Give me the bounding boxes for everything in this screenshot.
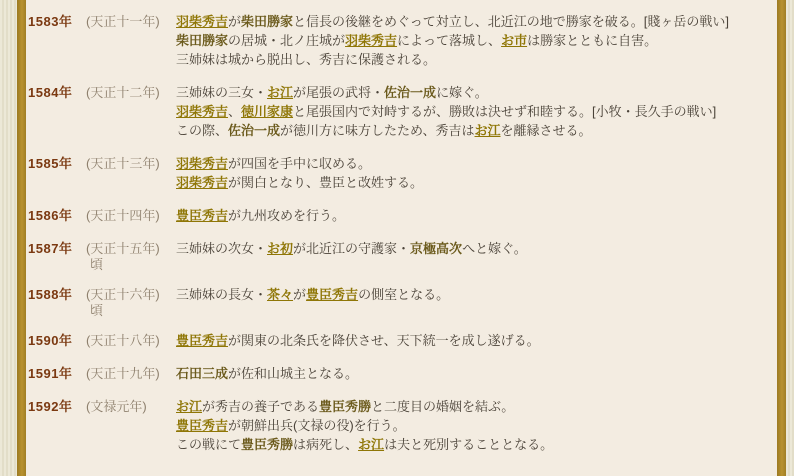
event-line <box>176 154 767 173</box>
event-line <box>176 331 767 350</box>
timeline-row <box>28 397 767 454</box>
person-name: 佐治一成 <box>384 85 437 100</box>
year-label: 1583年 <box>28 14 73 29</box>
event-text: が関白となり、豊臣と改姓する。 <box>228 175 424 190</box>
event-text: が関東の北条氏を降伏させ、天下統一を成し遂げる。 <box>228 333 540 348</box>
event-line <box>176 121 767 140</box>
person-link[interactable]: 羽柴秀吉 <box>176 156 229 171</box>
event-description <box>176 206 767 225</box>
event-line <box>176 285 767 304</box>
left-page-edge <box>0 0 17 476</box>
left-gold-border <box>17 0 26 476</box>
event-text: が秀吉の養子である <box>202 399 320 414</box>
year-label: 1588年 <box>28 287 73 302</box>
person-link[interactable]: 羽柴秀吉 <box>176 175 229 190</box>
event-text: が尾張の武将・ <box>293 85 385 100</box>
era-name: (天正十四年) <box>86 208 160 223</box>
person-link[interactable]: お市 <box>501 33 528 48</box>
event-description <box>176 364 767 383</box>
event-text: が <box>228 14 242 29</box>
person-link[interactable]: 徳川家康 <box>241 104 294 119</box>
event-description <box>176 154 767 192</box>
event-text: と二度目の婚姻を結ぶ。 <box>371 399 515 414</box>
event-description <box>176 397 767 454</box>
event-description <box>176 12 767 69</box>
event-line <box>176 50 767 69</box>
event-line <box>176 397 767 416</box>
era-label <box>86 12 176 31</box>
event-description <box>176 239 767 258</box>
era-name: (天正十二年) <box>86 85 160 100</box>
event-text: 三姉妹の三女・ <box>176 85 268 100</box>
event-text: この際、 <box>176 123 229 138</box>
era-name: (天正十九年) <box>86 366 160 381</box>
event-text: は病死し、 <box>293 437 359 452</box>
event-description <box>176 285 767 304</box>
event-text: と尾張国内で対峙するが、勝敗は決せず和睦する。[小牧・長久手の戦い] <box>293 104 717 119</box>
event-text: と信長の後継をめぐって対立し、北近江の地で勝家を破る。[賤ヶ岳の戦い] <box>293 14 730 29</box>
era-name: (天正十三年) <box>86 156 160 171</box>
person-link[interactable]: 羽柴秀吉 <box>176 104 229 119</box>
event-line <box>176 31 767 50</box>
person-link[interactable]: 豊臣秀吉 <box>306 287 359 302</box>
era-approx-note: 頃 <box>90 257 104 272</box>
event-text: へと嫁ぐ。 <box>462 241 527 256</box>
era-label <box>86 331 176 350</box>
person-link[interactable]: 羽柴秀吉 <box>176 14 229 29</box>
era-name: (文禄元年) <box>86 399 147 414</box>
person-name: 石田三成 <box>176 366 229 381</box>
event-line <box>176 12 767 31</box>
event-line <box>176 364 767 383</box>
person-link[interactable]: お江 <box>474 123 501 138</box>
person-name: 豊臣秀勝 <box>319 399 372 414</box>
year-label: 1590年 <box>28 333 73 348</box>
event-text: の側室となる。 <box>358 287 450 302</box>
era-approx-note: 頃 <box>90 303 104 318</box>
event-text: に嫁ぐ。 <box>436 85 488 100</box>
year-label: 1585年 <box>28 156 73 171</box>
event-text: が佐和山城主となる。 <box>228 366 359 381</box>
event-text: 三姉妹の次女・ <box>176 241 268 256</box>
timeline-row <box>28 239 767 271</box>
event-description <box>176 331 767 350</box>
event-text: によって落城し、 <box>397 33 502 48</box>
event-line <box>176 416 767 435</box>
era-name: (天正十五年) <box>86 241 160 256</box>
right-gold-border <box>777 0 786 476</box>
timeline-row <box>28 285 767 317</box>
event-text: の居城・北ノ庄城が <box>228 33 346 48</box>
person-link[interactable]: 羽柴秀吉 <box>345 33 398 48</box>
person-name: 柴田勝家 <box>176 33 229 48</box>
timeline-row <box>28 154 767 192</box>
era-name: (天正十六年) <box>86 287 160 302</box>
era-label <box>86 154 176 173</box>
era-label <box>86 364 176 383</box>
event-text: が北近江の守護家・ <box>293 241 411 256</box>
event-text: この戦にて <box>176 437 242 452</box>
era-name: (天正十一年) <box>86 14 160 29</box>
year-label: 1586年 <box>28 208 73 223</box>
era-label <box>86 285 176 317</box>
timeline-table <box>26 0 777 476</box>
event-line <box>176 83 767 102</box>
person-link[interactable]: お江 <box>176 399 203 414</box>
event-text: が朝鮮出兵(文禄の役)を行う。 <box>228 418 406 433</box>
person-link[interactable]: 茶々 <box>267 287 294 302</box>
person-name: 佐治一成 <box>228 123 281 138</box>
event-line <box>176 239 767 258</box>
person-link[interactable]: 豊臣秀吉 <box>176 208 229 223</box>
event-line <box>176 435 767 454</box>
year-label: 1592年 <box>28 399 73 414</box>
event-text: が四国を手中に収める。 <box>228 156 372 171</box>
event-text: 、 <box>228 104 242 119</box>
person-link[interactable]: お江 <box>267 85 294 100</box>
person-name: 柴田勝家 <box>241 14 294 29</box>
year-label: 1591年 <box>28 366 73 381</box>
event-text: 三姉妹は城から脱出し、秀吉に保護される。 <box>176 52 437 67</box>
person-name: 京極高次 <box>410 241 463 256</box>
timeline-row <box>28 12 767 69</box>
event-description <box>176 83 767 140</box>
era-label <box>86 397 176 416</box>
timeline-row <box>28 331 767 350</box>
event-text: を離縁させる。 <box>500 123 592 138</box>
person-link[interactable]: 豊臣秀吉 <box>176 333 229 348</box>
person-link[interactable]: 豊臣秀吉 <box>176 418 229 433</box>
era-name: (天正十八年) <box>86 333 160 348</box>
event-text: は夫と死別することとなる。 <box>384 437 554 452</box>
timeline-row <box>28 364 767 383</box>
event-text: が徳川方に味方したため、秀吉は <box>280 123 475 138</box>
event-line <box>176 102 767 121</box>
event-text: は勝家とともに自害。 <box>527 33 658 48</box>
event-text: が <box>293 287 307 302</box>
person-link[interactable]: お江 <box>358 437 385 452</box>
year-label: 1587年 <box>28 241 73 256</box>
event-line <box>176 206 767 225</box>
timeline-row <box>28 83 767 140</box>
event-text: 三姉妹の長女・ <box>176 287 268 302</box>
event-text: が九州攻めを行う。 <box>228 208 346 223</box>
era-label <box>86 83 176 102</box>
person-link[interactable]: お初 <box>267 241 294 256</box>
right-page-edge <box>786 0 794 476</box>
timeline-row <box>28 206 767 225</box>
era-label <box>86 239 176 271</box>
year-label: 1584年 <box>28 85 73 100</box>
era-label <box>86 206 176 225</box>
event-line <box>176 173 767 192</box>
person-name: 豊臣秀勝 <box>241 437 294 452</box>
